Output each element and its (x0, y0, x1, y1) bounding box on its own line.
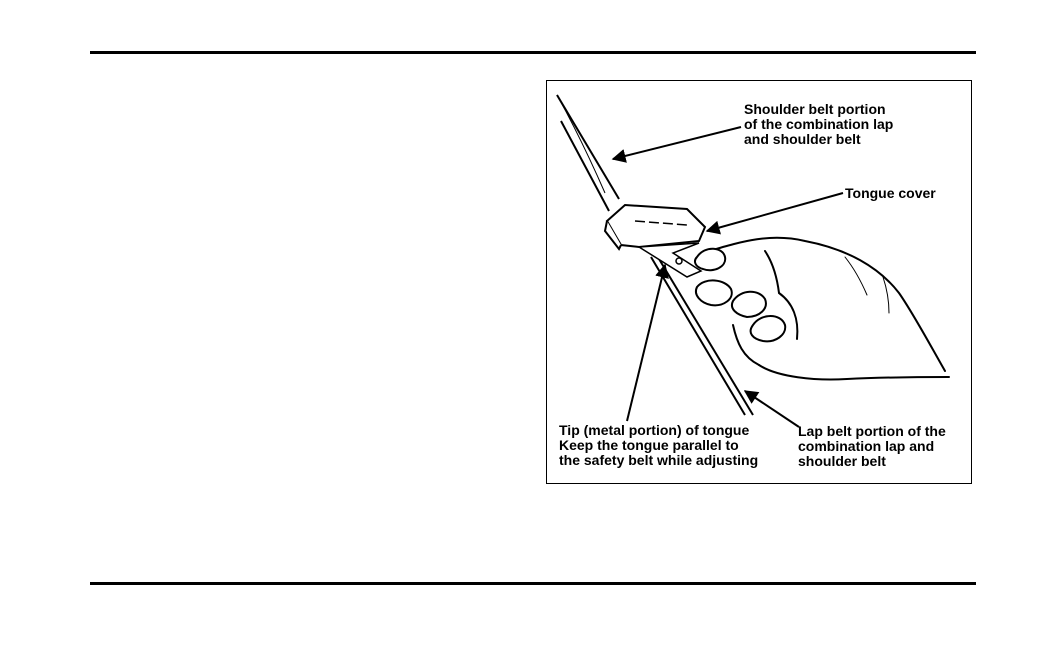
seat-belt-illustration (546, 80, 972, 484)
bottom-rule (90, 582, 976, 585)
tongue-cover-shape (605, 205, 705, 249)
lap-belt-label: Lap belt portion of the combination lap and shoulder belt (798, 423, 946, 469)
tongue-tip-label: Tip (metal portion) of tongue Keep the tongue parallel to the safety belt while adjusting (559, 422, 759, 468)
top-rule (90, 51, 976, 54)
tongue-cover-label: Tongue cover (845, 185, 936, 201)
hand-drawing (695, 238, 949, 380)
shoulder-belt-strap (557, 95, 619, 211)
shoulder-belt-label: Shoulder belt portion of the combination lap and shoulder belt (744, 101, 894, 147)
tongue-tip-shape (639, 243, 701, 277)
